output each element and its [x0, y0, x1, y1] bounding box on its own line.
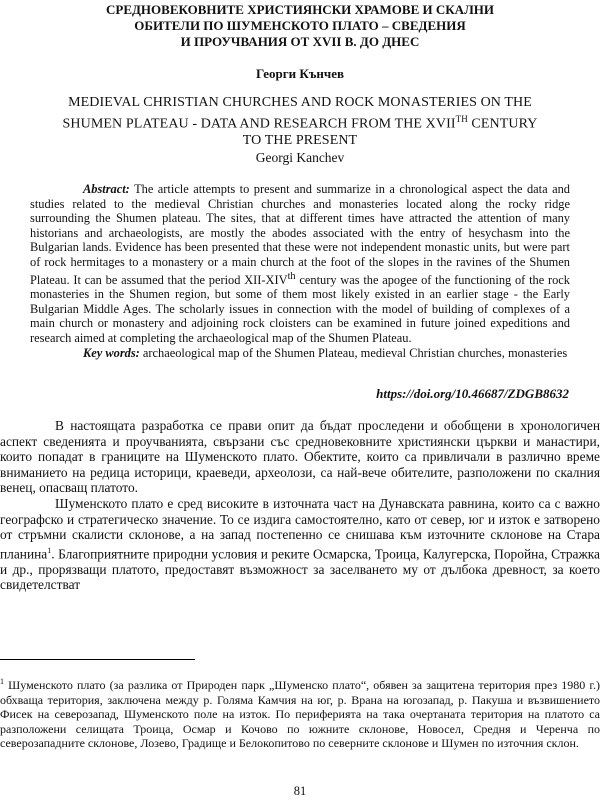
title-en-line2-text: SHUMEN PLATEAU - DATA AND RESEARCH FROM THE XVII [62, 116, 456, 132]
title-bg-line: ОБИТЕЛИ ПО ШУМЕНСКОТО ПЛАТО – СВЕДЕНИЯ [134, 18, 466, 33]
abstract-block [30, 182, 570, 360]
author-bulgarian: Георги Кънчев [255, 66, 345, 81]
abstract-text: The article attempts to present and summarize in a chronological aspect the data and studies related to the medieval Christian churches and monasteries located along the rocky ridge surrounding the Shumen plateau. The sites, that at different times have attracted the attention of many historians and archaeologists, are mostly the abodes associated with the entry of hesychasm into the Bulgarian lands. Evidence has been presented that these were not independent monastic units, but were part of rock hermitages to a monastery or a main church at the foot of the slopes in the ravines of the Shumen Plateau. It can be assumed that the period XII-XIV [30, 182, 570, 287]
body-paragraph: В настоящата разработка се прави опит да бъдат проследени и обобщени в хронологичен аспект сведенията и проучванията, свързани със средновековните християнски църкви и манастири, които попадат в границите на Шуменското плато. Обектите, които са привличали в различно време вниманието на редица историци, краеведи, археолози, са най-вече обителите, разположени по скалния венец, опасващ платото. [0, 418, 600, 496]
keywords-label: Key words: [83, 345, 140, 360]
title-en-line: MEDIEVAL CHRISTIAN CHURCHES AND ROCK MONASTERIES ON THE [68, 95, 532, 110]
author-english: Georgi Kanchev [255, 150, 345, 165]
title-en-line: TO THE PRESENT [242, 132, 358, 148]
title-bg-line: И ПРОУЧВАНИЯ ОТ XVII В. ДО ДНЕС [180, 34, 420, 49]
abstract-superscript: th [287, 270, 296, 282]
footnote-divider [0, 659, 195, 660]
page-number: 81 [293, 784, 307, 798]
title-english [10, 95, 590, 149]
body-paragraph [0, 496, 600, 593]
footnote-text: Шуменското плато (за разлика от Природен парк „Шуменско плато“, обявен за защитена територия през 1980 г.) обхваща територия, заключена между р. Голяма Камчия на юг, р. Врана на югозапад, р. Пакуша и възвишението Фисек на северозапад, Шуменското поле на изток. По периферията на така очертаната територия на платото са разположени селищата Троица, Осмар и Кочово по южните склонове, Новосел, Средня и Черенча по северозападните склонове, Лозево, Градище и Белокопитово по северните склонове и Шумен по източния склон. [0, 678, 600, 751]
abstract-text-continued: century was the apogee of the functioning of the rock monasteries in the Shumen region, but some of them most likely existed in an earlier stage - the Early Bulgarian Middle Ages. The scholarly issues in connection with the model of building of complexes of a main church or monastery and adjoining rock cloisters can be examined in future joined expeditions and research aimed at completing the archaeological map of the Shumen Plateau. [30, 272, 570, 346]
main-body [0, 418, 600, 593]
title-en-line [10, 111, 590, 133]
title-en-line2-end: CENTURY [467, 116, 538, 132]
doi-link[interactable]: https://doi.org/10.46687/ZDGB8632 [376, 386, 569, 401]
title-bg-line: СРЕДНОВЕКОВНИТЕ ХРИСТИЯНСКИ ХРАМОВЕ И СКАЛНИ [105, 2, 494, 17]
footnote [0, 675, 600, 751]
keywords-text: archaeological map of the Shumen Plateau, medieval Christian churches, monasteries [139, 345, 568, 360]
footnote-reference[interactable]: 1 [47, 545, 52, 555]
body-text-continued: . Благоприятните природни условия и реките Осмарска, Троица, Калугерска, Поройна, Стражка и др., прорязващи платото, предоставят възможност за заселването му от дълбока древност, за което свидетелстват [0, 546, 600, 593]
body-text: Шуменското плато е сред високите в източната част на Дунавската равнина, които са с важно географско и стратегическо значение. То се издига самостоятелно, като от север, юг и изток е затворено от стръмни скалисти склонове, а на запад постепенно се снишава към източните склонове на Стара планина [0, 495, 600, 562]
keywords-paragraph [30, 346, 570, 361]
abstract-paragraph [30, 182, 570, 346]
title-en-superscript: TH [455, 114, 468, 124]
footnote-paragraph [0, 675, 600, 751]
abstract-label: Abstract: [83, 182, 130, 196]
title-bulgarian [40, 2, 560, 50]
footnote-marker: 1 [0, 677, 4, 686]
